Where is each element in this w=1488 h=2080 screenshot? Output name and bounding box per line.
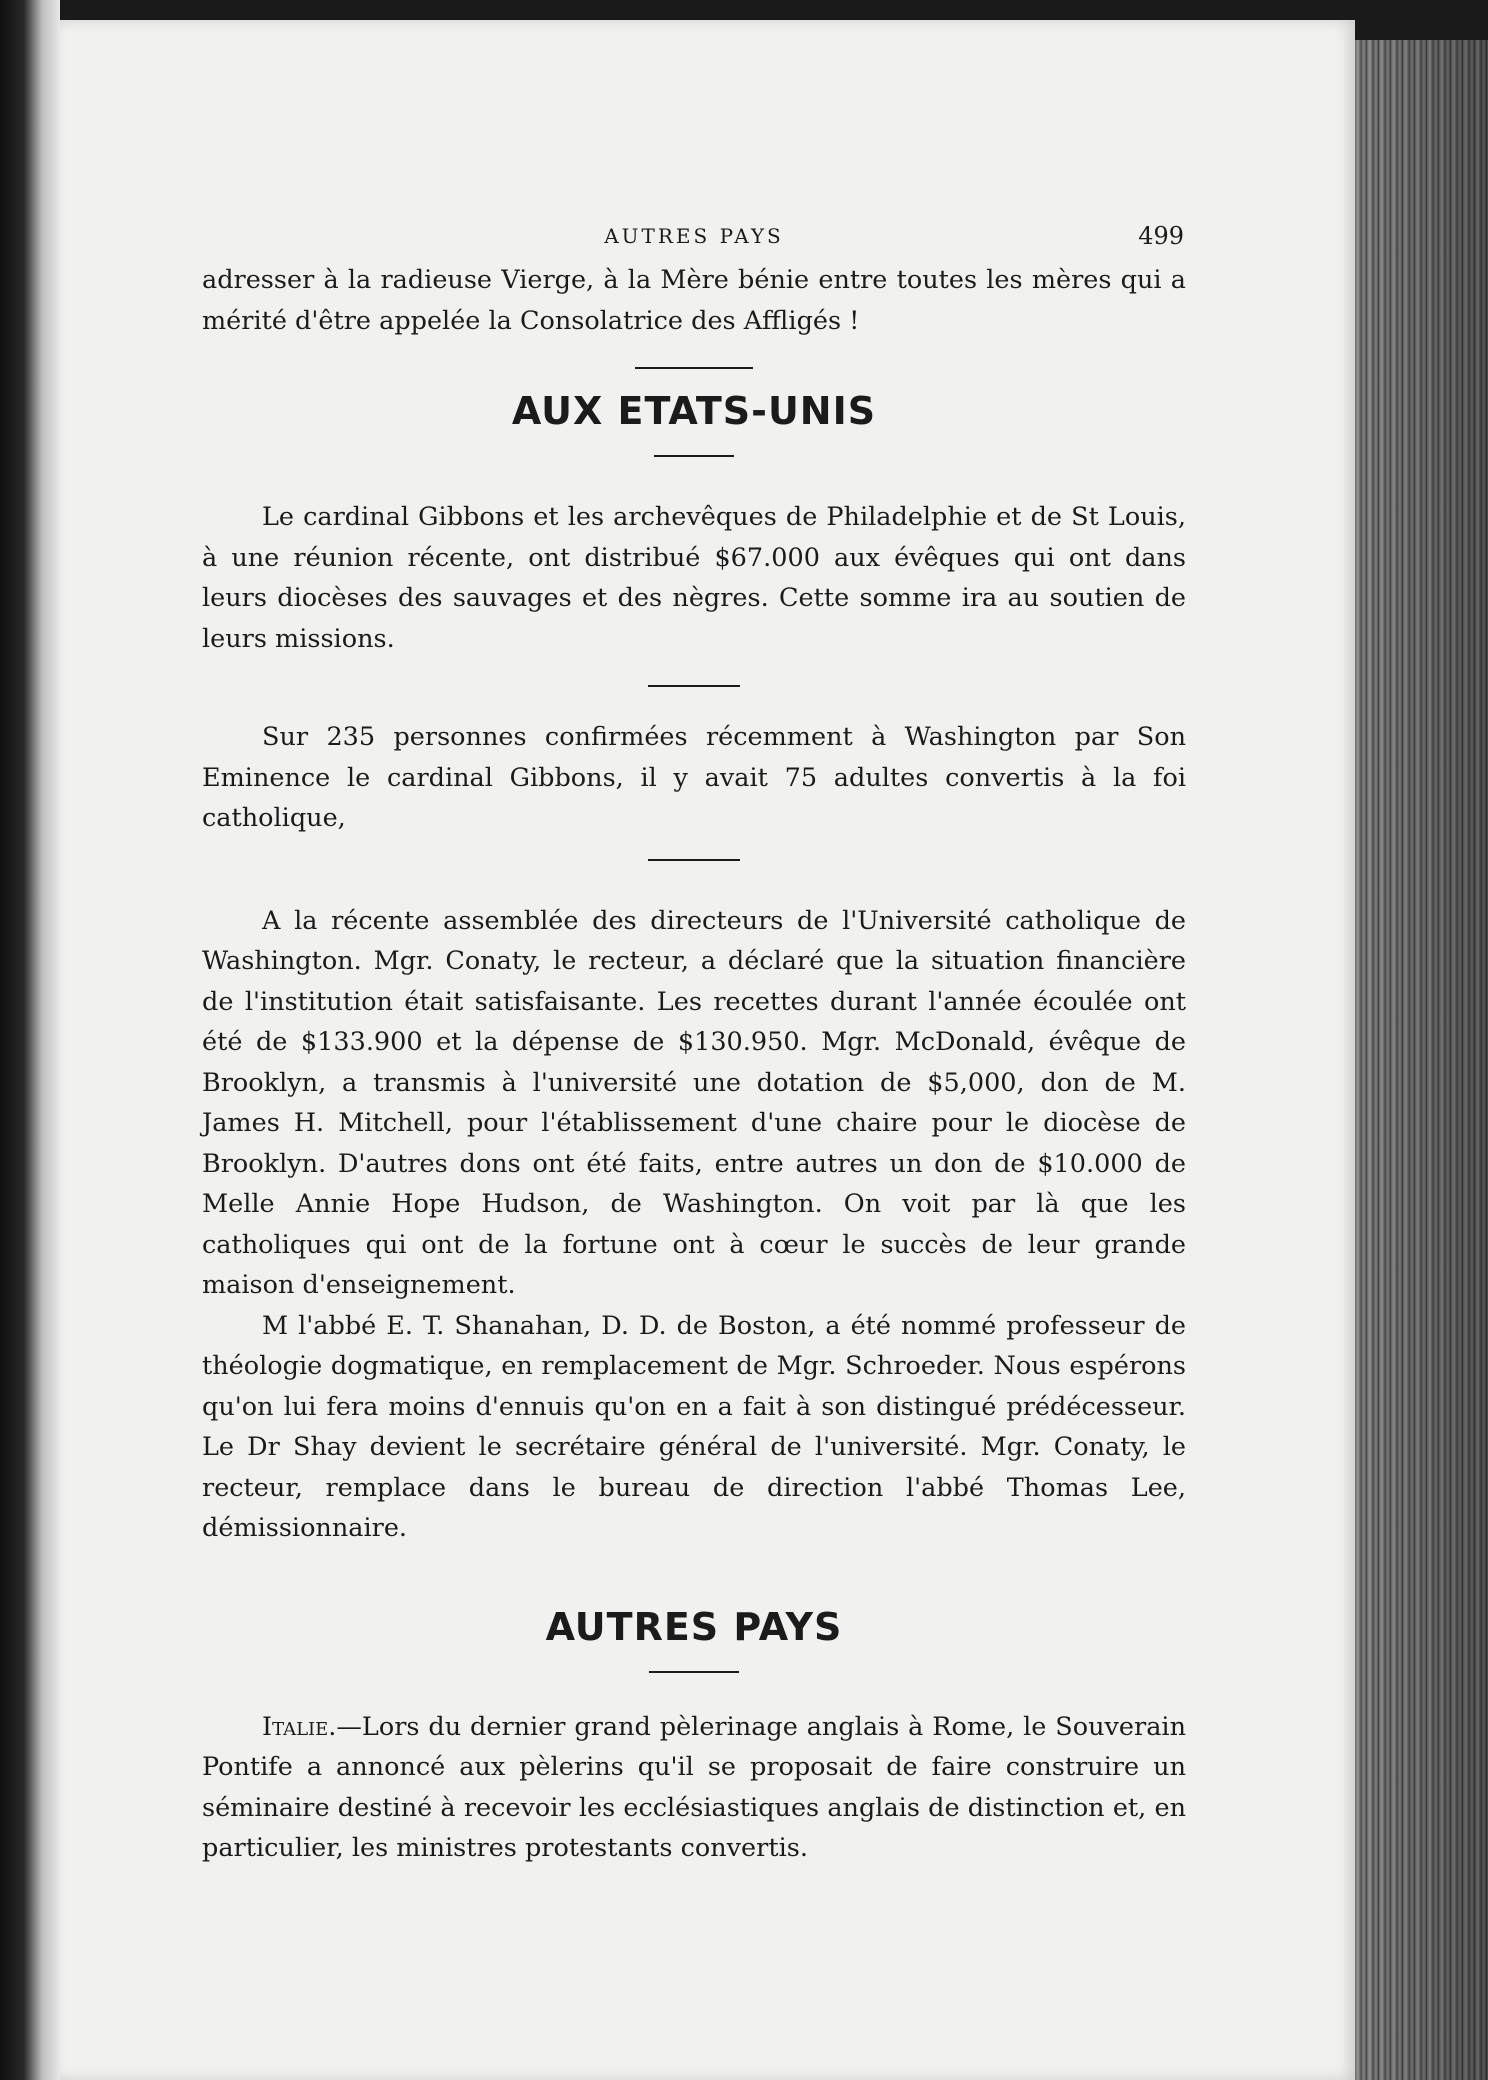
- separator-rule: [649, 1671, 739, 1673]
- separator-rule: [654, 455, 734, 457]
- running-title: AUTRES PAYS: [604, 224, 784, 248]
- page-number: 499: [1138, 222, 1184, 250]
- separator-rule: [648, 685, 740, 687]
- book-gutter-left: [0, 0, 60, 2080]
- running-head: [202, 210, 1186, 260]
- paragraph-shanahan: M l'abbé E. T. Shanahan, D. D. de Boston, a été nommé professeur de théologie dogmatique, en remplacement de Mgr. Schroeder. Nous espérons qu'on lui fera moins d'ennuis qu'on en a fait à son distingué prédécesseur. Le Dr Shay devient le secrétaire général de l'université. Mgr. Conaty, le recteur, remplace dans le bureau de direction l'abbé Thomas Lee, démissionnaire.: [202, 1310, 1186, 1543]
- paragraph-gibbons: Le cardinal Gibbons et les archevêques de Philadelphie et de St Louis, à une réunion récente, ont distribué $67.000 aux évêques qui ont dans leurs diocèses des sauvages et des nègres. Cette somme ira au soutien de leurs missions.: [202, 502, 1186, 654]
- book-page: [60, 20, 1355, 2080]
- paragraph-confirmations: Sur 235 personnes confirmées récemment à Washington par Son Eminence le cardinal Gibbons, il y avait 75 adultes convertis à la foi catholique,: [202, 722, 1186, 833]
- page-content: [202, 210, 1186, 1869]
- section-heading-other: AUTRES PAYS: [545, 1604, 843, 1649]
- opening-paragraph: adresser à la radieuse Vierge, à la Mère bénie entre toutes les mères qui a mérité d'être appelée la Consolatrice des Affligés !: [202, 265, 1186, 336]
- separator-rule: [635, 367, 753, 369]
- section-heading-us: AUX ETATS-UNIS: [511, 389, 877, 433]
- paragraph-italie-text: —Lors du dernier grand pèlerinage anglais à Rome, le Souverain Pontife a annoncé aux pèlerins qu'il se proposait de faire construire un séminaire destiné à recevoir les ecclésiastiques anglais de distinction et, en particulier, les ministres protestants convertis.: [202, 1711, 1186, 1863]
- page-edges: [1355, 40, 1488, 2080]
- separator-rule: [648, 859, 740, 861]
- paragraph-university: A la récente assemblée des directeurs de l'Université catholique de Washington. Mgr. Conaty, le recteur, a déclaré que la situation financière de l'institution était satisfaisante. Les recettes durant l'année écoulée ont été de $133.900 et la dépense de $130.950. Mgr. McDonald, évêque de Brooklyn, a transmis à l'université une dotation de $5,000, don de M. James H. Mitchell, pour l'établissement d'une chaire pour le diocèse de Brooklyn. D'autres dons ont été faits, entre autres un don de $10.000 de Melle Annie Hope Hudson, de Washington. On voit par là que les catholiques qui ont de la fortune ont à cœur le succès de leur grande maison d'enseignement.: [202, 905, 1186, 1300]
- paragraph-italie: [202, 1707, 1186, 1869]
- country-lead-word: Italie.: [262, 1711, 337, 1742]
